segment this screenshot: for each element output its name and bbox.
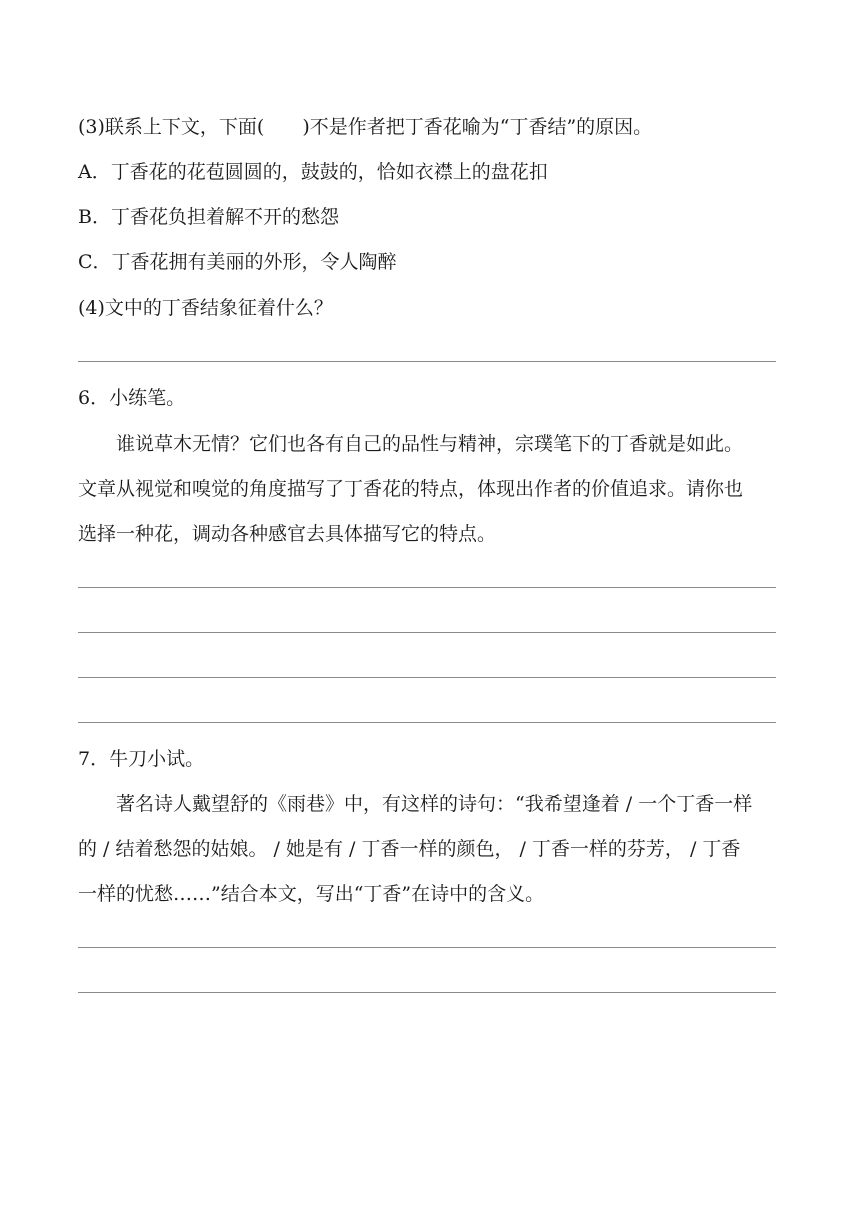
q6-answer-line-1[interactable] [78,587,776,588]
q7-heading: 7．牛刀小试。 [78,748,205,770]
q6-answer-line-4[interactable] [78,722,776,723]
q7-answer-line-2[interactable] [78,992,776,993]
q6-answer-line-3[interactable] [78,677,776,678]
q6-body-line-3: 选择一种花，调动各种感官去具体描写它的特点。 [78,523,497,545]
q6-answer-line-2[interactable] [78,632,776,633]
q5-option-b: B．丁香花负担着解不开的愁怨 [78,206,339,228]
q5-part3-prompt: (3)联系上下文，下面( )不是作者把丁香花喻为“丁香结”的原因。 [78,116,653,138]
q7-body-line-1: 著名诗人戴望舒的《雨巷》中，有这样的诗句：“我希望逢着 / 一个丁香一样 [116,793,753,815]
q6-body-line-2: 文章从视觉和嗅觉的角度描写了丁香花的特点，体现出作者的价值追求。请你也 [78,478,744,500]
q7-body-line-2: 的 / 结着愁怨的姑娘。 / 她是有 / 丁香一样的颜色， / 丁香一样的芬芳， / 丁香 [78,838,741,860]
q5-option-c: C．丁香花拥有美丽的外形，令人陶醉 [78,251,397,273]
q7-body-line-3: 一样的忧愁……”结合本文，写出“丁香”在诗中的含义。 [78,883,545,905]
q5-answer-line[interactable] [78,361,776,362]
q6-heading: 6．小练笔。 [78,387,186,409]
q5-option-a: A．丁香花的花苞圆圆的，鼓鼓的，恰如衣襟上的盘花扣 [78,161,548,183]
q7-answer-line-1[interactable] [78,947,776,948]
q6-body-line-1: 谁说草木无情？它们也各有自己的品性与精神，宗璞笔下的丁香就是如此。 [116,433,744,455]
q5-part4-prompt: (4)文中的丁香结象征着什么？ [78,297,333,319]
